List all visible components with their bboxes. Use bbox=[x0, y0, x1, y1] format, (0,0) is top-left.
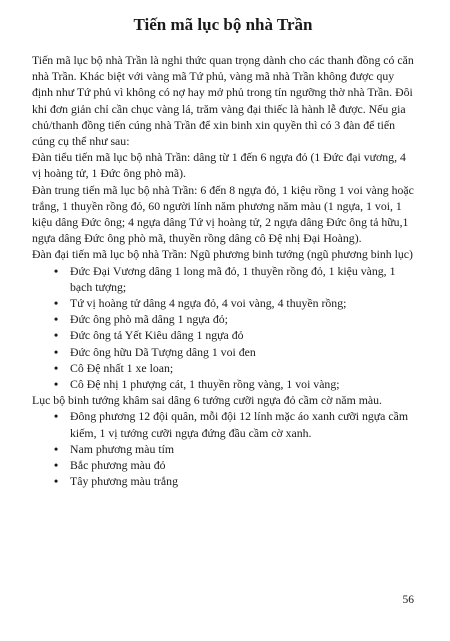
list-item: • Đức ông phò mã dâng 1 ngựa đỏ; bbox=[54, 312, 228, 327]
list-item: • Cô Đệ nhị 1 phượng cát, 1 thuyền rồng vàng, 1 voi vàng; bbox=[54, 377, 340, 392]
list-item: • Nam phương màu tím bbox=[54, 441, 175, 456]
bullet-icon: • bbox=[54, 474, 59, 489]
dan-dai-paragraph: Đàn đại tiến mã lục bộ nhà Trần: Ngũ phương binh tướng (ngũ phương binh lục) bbox=[32, 247, 413, 262]
bullet-icon: • bbox=[54, 312, 59, 327]
intro-paragraph: Tiến mã lục bộ nhà Trần là nghi thức quan trọng dành cho các thanh đồng có căn nhà Trần. Khác biệt với vàng mã Tứ phủ, vàng mã nhà Trần không được quy định như Tứ phủ vì không có nợ hay mở phủ trong tín ngưỡng thờ nhà Trần. Đôi khi đơn giản chỉ cần chục vàng lá, trăm vàng đại thiếc là hành lễ được. Nếu gia chủ/thanh đồng tiến cúng nhà Trần để xin binh xin quyền thì có 3 đàn để tiến cúng cụ thể như sau: bbox=[32, 53, 414, 149]
page-title: Tiến mã lục bộ nhà Trần bbox=[133, 15, 313, 34]
bullet-icon: • bbox=[54, 344, 59, 359]
list-item: • Đức Đại Vương dâng 1 long mã đỏ, 1 thuyền rồng đỏ, 1 kiệu vàng, 1 bạch tượng; bbox=[54, 263, 396, 294]
list-item: • Cô Đệ nhất 1 xe loan; bbox=[54, 360, 174, 375]
bullet-icon: • bbox=[54, 409, 59, 424]
dan-dai-list bbox=[32, 263, 414, 393]
list-item: • Đức ông tả Yết Kiêu dâng 1 ngựa đỏ bbox=[54, 328, 244, 343]
bullet-icon: • bbox=[54, 328, 59, 343]
luc-bo-paragraph: Lục bộ binh tướng khâm sai dâng 6 tướng cưỡi ngựa đỏ cầm cờ năm màu. bbox=[32, 393, 382, 408]
luc-bo-list bbox=[32, 408, 414, 489]
bullet-icon: • bbox=[54, 458, 59, 473]
bullet-icon: • bbox=[54, 377, 59, 392]
list-item: • Tây phương màu trắng bbox=[54, 474, 178, 489]
dan-tieu-paragraph: Đàn tiểu tiến mã lục bộ nhà Trần: dâng từ 1 đến 6 ngựa đỏ (1 Đức đại vương, 4 vị hoàng tử, 1 Đức ông phò mã). bbox=[32, 150, 406, 181]
bullet-icon: • bbox=[54, 360, 59, 375]
list-item: • Đức ông hữu Dã Tượng dâng 1 voi đen bbox=[54, 344, 256, 359]
dan-trung-paragraph: Đàn trung tiến mã lục bộ nhà Trần: 6 đến 8 ngựa đỏ, 1 kiệu rồng 1 voi vàng hoặc trắng, 1 thuyền rồng đỏ, 60 người lính năm phương năm màu (1 ngựa, 1 voi, 1 kiệu dâng Đức ông; 4 ngựa dâng Tứ vị hoàng tử, 2 ngựa dâng Đức ông tả hữu,1 ngựa dâng Đức ông phò mã, thuyền rồng dâng cô Đệ nhị Đại Hoàng). bbox=[32, 182, 414, 246]
page-number: 56 bbox=[402, 594, 414, 606]
page-content bbox=[32, 52, 414, 489]
bullet-icon: • bbox=[54, 296, 59, 311]
bullet-icon: • bbox=[54, 263, 59, 278]
list-item: • Bắc phương màu đỏ bbox=[54, 458, 166, 473]
list-item: • Tứ vị hoàng tử dâng 4 ngựa đỏ, 4 voi vàng, 4 thuyền rồng; bbox=[54, 296, 347, 311]
list-item: • Đông phương 12 đội quân, mỗi đội 12 lính mặc áo xanh cưỡi ngựa cầm kiếm, 1 vị tướng cưỡi ngựa đứng đầu cầm cờ xanh. bbox=[54, 409, 408, 440]
bullet-icon: • bbox=[54, 441, 59, 456]
